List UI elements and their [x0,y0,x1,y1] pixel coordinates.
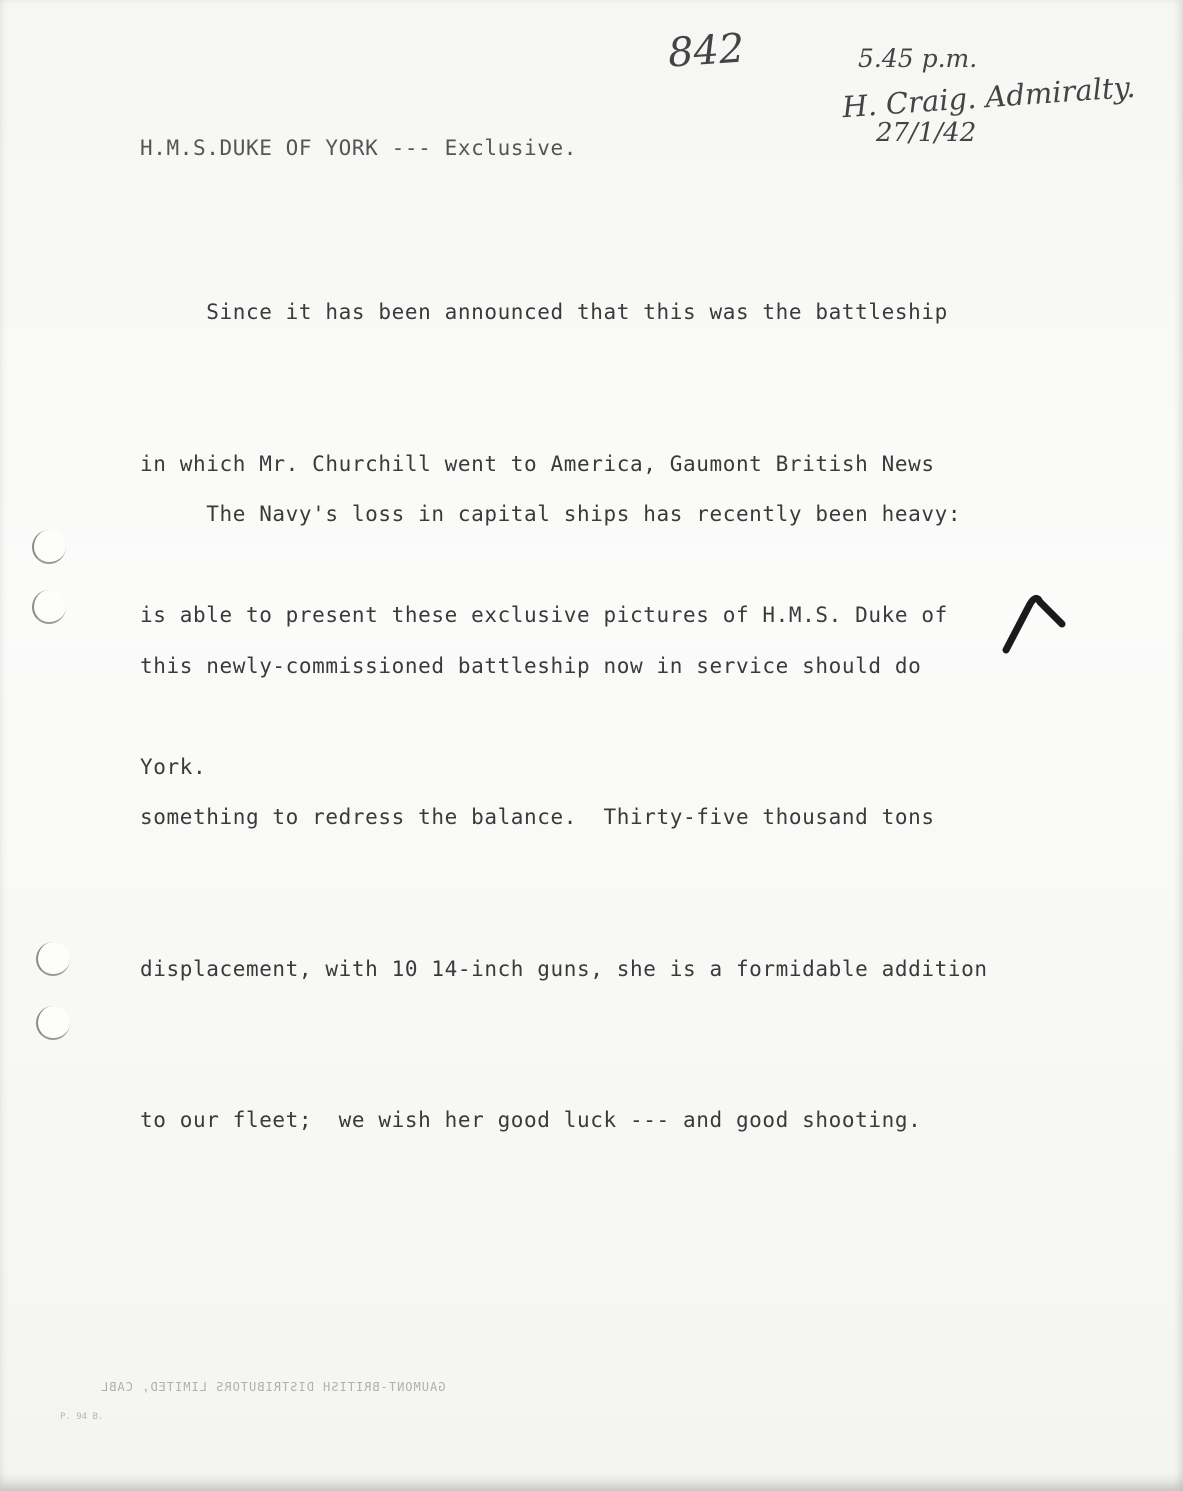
paragraph-2-line: something to redress the balance. Thirty-five thousand tons [140,805,935,829]
letterhead-show-through: GAUMONT-BRITISH DISTRIBUTORS LIMITED, CABL [100,1380,446,1394]
paragraph-2-line: this newly-commissioned battleship now in service should do [140,653,922,678]
handwritten-department: H. Craig. Admiralty. [841,69,1137,125]
handwritten-date: 27/1/42 [876,118,977,148]
handwritten-file-number: 842 [666,25,746,77]
paragraph-1-line: in which Mr. Churchill went to America, Gaumont British News [140,451,935,476]
paragraph-2-line: displacement, with 10 14-inch guns, she is a formidable addition [140,956,988,981]
handwritten-time: 5.45 p.m. [858,44,978,73]
punch-hole [32,530,66,564]
pen-tick-mark [1000,584,1070,656]
footer-small-print: P. 94 B. [60,1412,104,1422]
punch-hole [36,1006,70,1040]
paragraph-2 [140,388,988,1247]
paragraph-2-line: The Navy's loss in capital ships has recently been heavy: [140,502,962,526]
punch-hole [36,942,70,976]
paragraph-1-line: Since it has been announced that this was the battleship [140,300,948,324]
paragraph-2-line: to our fleet; we wish her good luck --- and good shooting. [140,1108,922,1132]
paragraph-1-line: York. [140,754,207,779]
paragraph-1-line: is able to present these exclusive pictures of H.M.S. Duke of [140,603,948,627]
punch-hole [32,590,66,624]
document-heading: H.M.S.DUKE OF YORK --- Exclusive. [140,136,578,160]
page-edge-shadow [0,1471,1183,1491]
